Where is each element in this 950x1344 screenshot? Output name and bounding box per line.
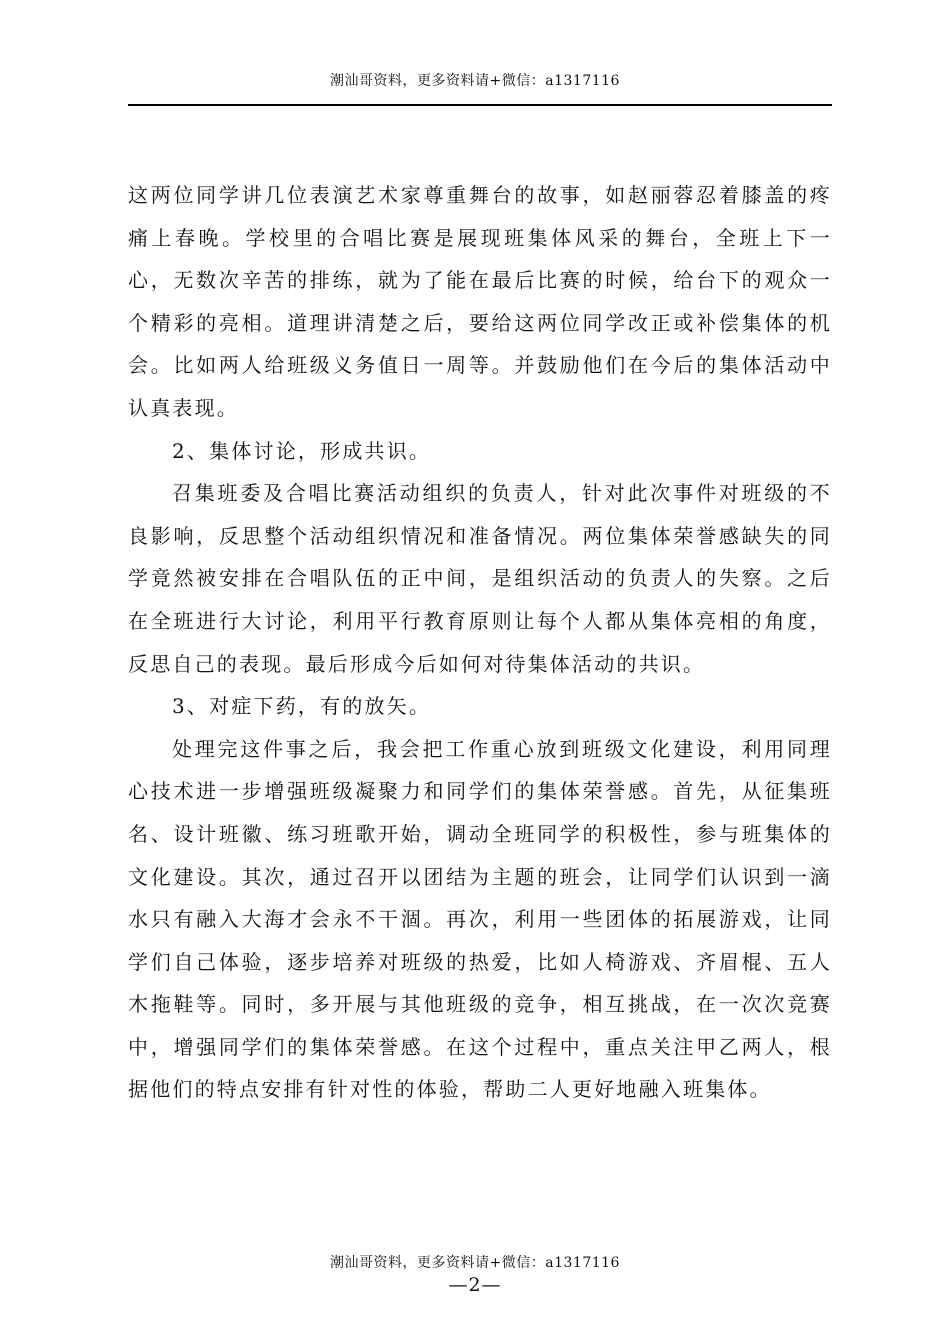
document-body (128, 174, 832, 1111)
page-number: —2— (448, 1274, 502, 1296)
page-header-text: 潮汕哥资料，更多资料请+微信：a1317116 (330, 73, 620, 89)
paragraph-3: 处理完这件事之后，我会把工作重心放到班级文化建设，利用同理心技术进一步增强班级凝聚力和同学们的集体荣誉感。首先，从征集班名、设计班徽、练习班歌开始，调动全班同学的积极性，参与班集体的文化建设。其次，通过召开以团结为主题的班会，让同学们认识到一滴水只有融入大海才会永不干涸。再次，利用一些团体的拓展游戏，让同学们自己体验，逐步培养对班级的热爱，比如人椅游戏、齐眉棍、五人木拖鞋等。同时，多开展与其他班级的竞争，相互挑战，在一次次竞赛中，增强同学们的集体荣誉感。在这个过程中，重点关注甲乙两人，根据他们的特点安排有针对性的体验，帮助二人更好地融入班集体。 (128, 736, 832, 1102)
page-footer-text: 潮汕哥资料，更多资料请+微信：a1317116 (330, 1255, 620, 1271)
section-heading-2: 2、集体讨论，形成共识。 (172, 438, 432, 463)
header-divider (128, 104, 832, 106)
paragraph-2: 召集班委及合唱比赛活动组织的负责人，针对此次事件对班级的不良影响，反思整个活动组织情况和准备情况。两位集体荣誉感缺失的同学竟然被安排在合唱队伍的正中间，是组织活动的负责人的失察。之后在全班进行大讨论，利用平行教育原则让每个人都从集体亮相的角度，反思自己的表现。最后形成今后如何对待集体活动的共识。 (128, 481, 832, 676)
section-heading-3: 3、对症下药，有的放矢。 (172, 694, 432, 719)
paragraph-1: 这两位同学讲几位表演艺术家尊重舞台的故事，如赵丽蓉忍着膝盖的疼痛上春晚。学校里的合唱比赛是展现班集体风采的舞台，全班上下一心，无数次辛苦的排练，就为了能在最后比赛的时候，给台下的观众一个精彩的亮相。道理讲清楚之后，要给这两位同学改正或补偿集体的机会。比如两人给班级义务值日一周等。并鼓励他们在今后的集体活动中认真表现。 (128, 183, 832, 420)
